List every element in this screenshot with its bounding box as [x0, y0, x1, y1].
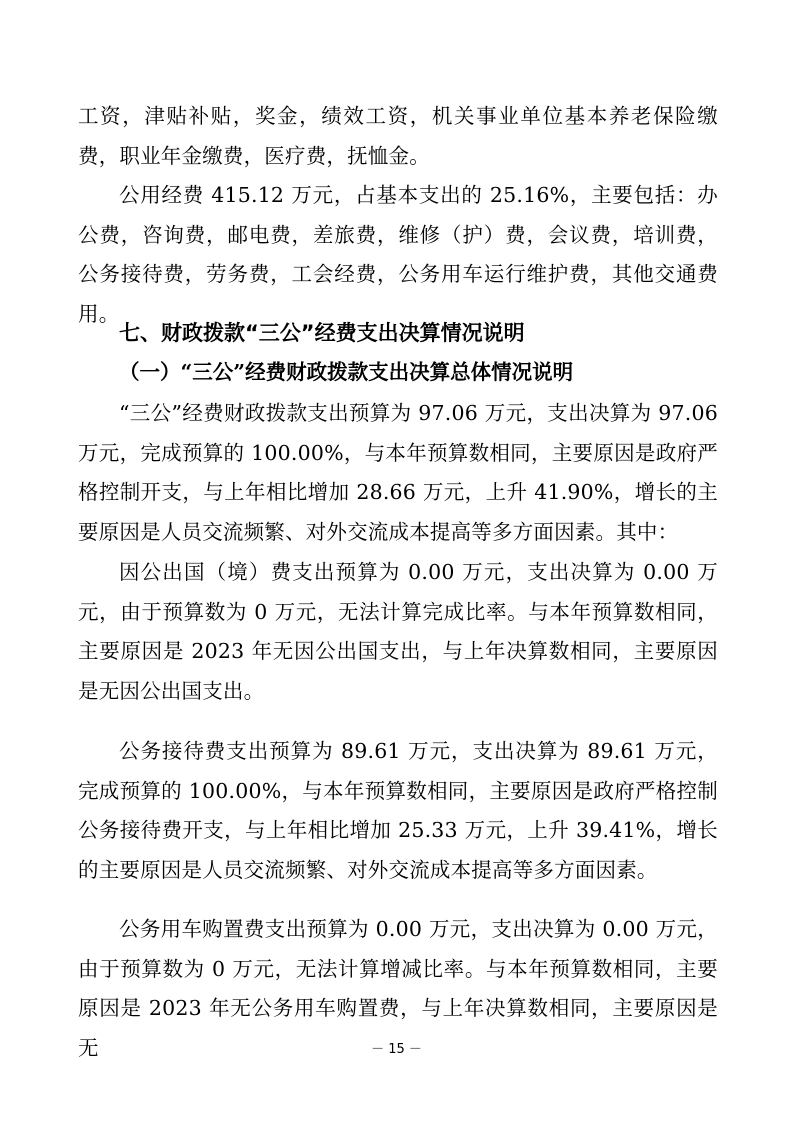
- section-heading: 七、财政拨款“三公”经费支出决算情况说明: [119, 321, 525, 345]
- paragraph-three-public-overview: “三公”经费财政拨款支出预算为 97.06 万元，支出决算为 97.06 万元，完成预算的 100.00%，与本年预算数相同，主要原因是政府严格控制开支，与上年相比增加 28.66 万元，上升 41.90%，增长的主要原因是人员交流频繁、对外交流成本提高等多方面因素。其中：: [78, 401, 718, 544]
- paragraph-public-expenses: 公用经费 415.12 万元，占基本支出的 25.16%，主要包括：办公费，咨询费，邮电费，差旅费，维修（护）费，会议费，培训费，公务接待费，劳务费，工会经费，公务用车运行维护费，其他交通费用。: [78, 183, 718, 326]
- paragraph-vehicle-purchase: 公务用车购置费支出预算为 0.00 万元，支出决算为 0.00 万元，由于预算数为 0 万元，无法计算增减比率。与本年预算数相同，主要原因是 2023 年无公务用车购置费，与上年决算数相同，主要原因是无: [78, 917, 718, 1060]
- paragraph-reception-expenses: 公务接待费支出预算为 89.61 万元，支出决算为 89.61 万元，完成预算的 100.00%，与本年预算数相同，主要原因是政府严格控制公务接待费开支，与上年相比增加 25.33 万元，上升 39.41%，增长的主要原因是人员交流频繁、对外交流成本提高等多方面因素。: [78, 739, 718, 882]
- paragraph-overseas-travel: 因公出国（境）费支出预算为 0.00 万元，支出决算为 0.00 万元，由于预算数为 0 万元，无法计算完成比率。与本年预算数相同，主要原因是 2023 年无因公出国支出，与上年决算数相同，主要原因是无因公出国支出。: [78, 560, 718, 703]
- page-number: － 15 －: [371, 1042, 422, 1057]
- paragraph-personnel-expenses: 工资，津贴补贴，奖金，绩效工资，机关事业单位基本养老保险缴费，职业年金缴费，医疗费，抚恤金。: [78, 104, 718, 168]
- subsection-heading: （一）“三公”经费财政拨款支出决算总体情况说明: [119, 360, 574, 384]
